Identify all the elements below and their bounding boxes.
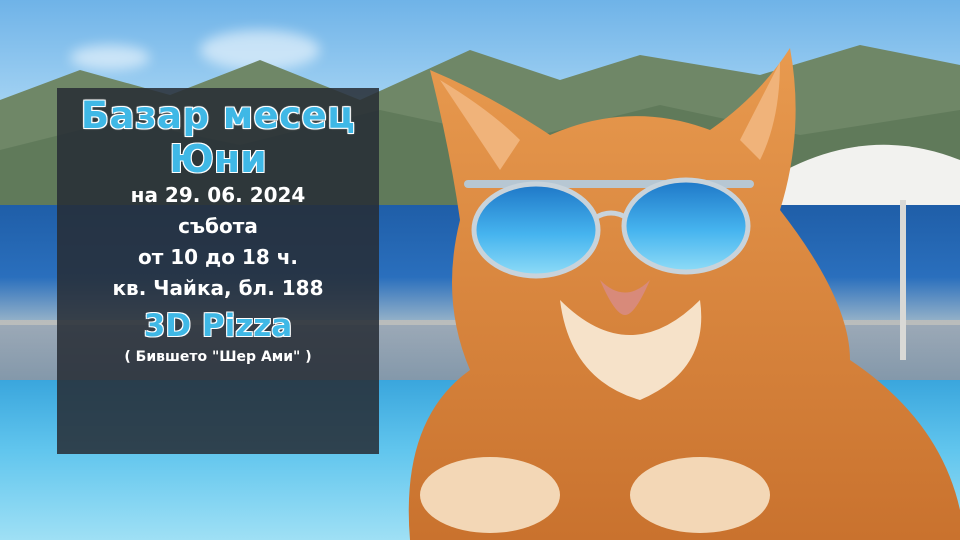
event-info-panel	[57, 88, 379, 454]
event-title: Базар месец	[80, 94, 356, 137]
event-date: на 29. 06. 2024	[130, 183, 306, 207]
event-month: Юни	[169, 137, 267, 181]
event-address: кв. Чайка, бл. 188	[112, 276, 324, 300]
venue-former-name: ( Бившето "Шер Ами" )	[124, 349, 312, 365]
venue-name: 3D Pizza	[143, 308, 293, 344]
event-weekday: събота	[178, 214, 258, 238]
cat-with-sunglasses-image	[380, 40, 960, 540]
event-hours: от 10 до 18 ч.	[137, 245, 299, 269]
